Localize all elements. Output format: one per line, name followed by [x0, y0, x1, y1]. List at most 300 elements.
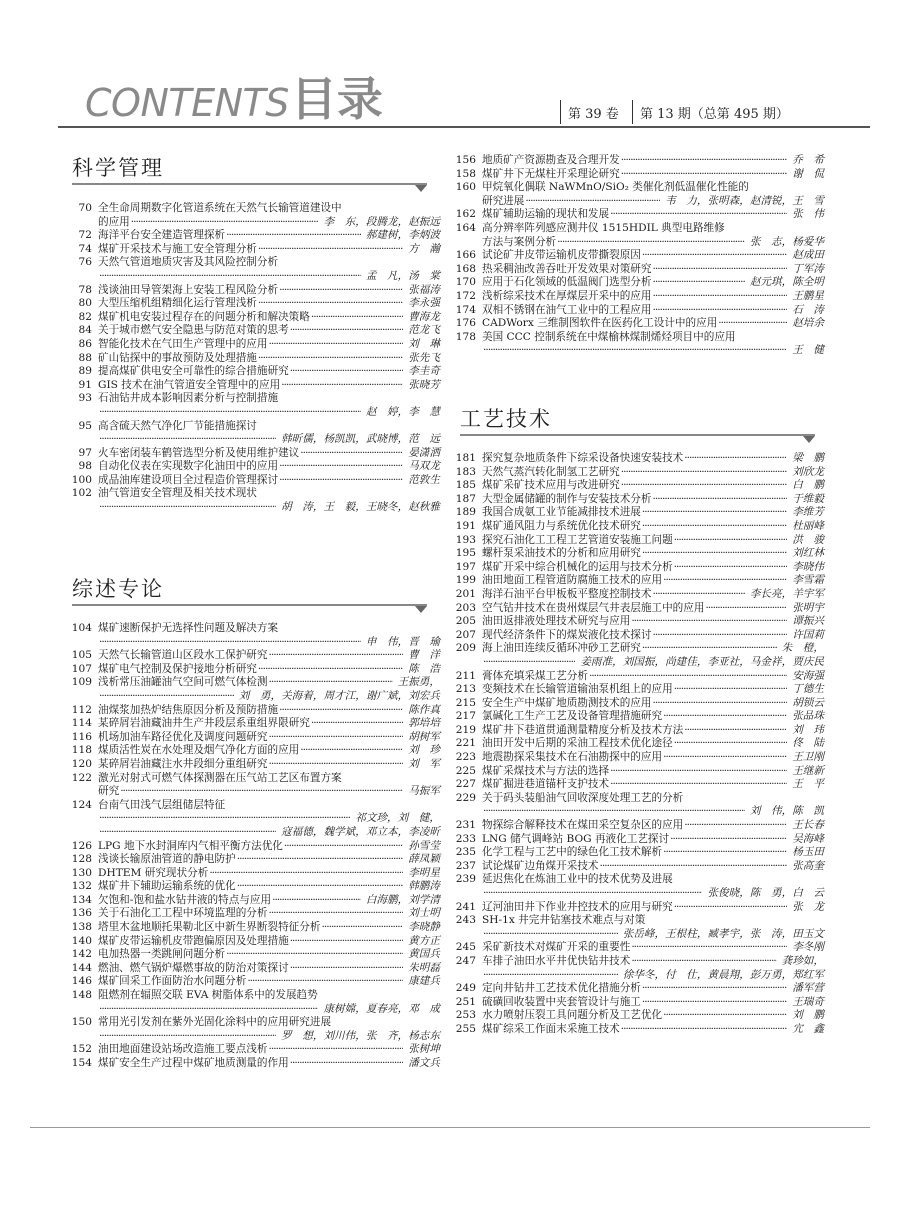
toc-page-number: 142: [71, 948, 92, 961]
toc-leader: [653, 304, 788, 318]
toc-author: 张树坤: [408, 1043, 440, 1056]
toc-entry[interactable]: [68, 202, 440, 229]
toc-page-number: 114: [71, 717, 92, 730]
toc-entry[interactable]: [68, 324, 440, 338]
toc-entry[interactable]: [68, 894, 440, 908]
toc-title: 延迟焦化在炼油工业中的技术优势及进展: [482, 873, 673, 886]
toc-title: 油田返排液处理技术研究与应用: [482, 615, 631, 628]
toc-entry[interactable]: [452, 737, 824, 751]
toc-title: 海上油田连续反循环冲砂工艺研究: [482, 642, 641, 655]
toc-title: 浅谈油田导管架海上安装工程风险分析: [98, 283, 279, 296]
toc-leader: [290, 962, 404, 976]
toc-entry[interactable]: [68, 799, 440, 826]
toc-entry[interactable]: [68, 880, 440, 894]
toc-title: LNG 储气调峰站 BOG 再液化工艺探讨: [482, 832, 670, 845]
toc-page-number: 199: [455, 574, 476, 587]
toc-entry[interactable]: [452, 290, 824, 304]
toc-leader: [483, 344, 787, 358]
toc-author: 刘 玮: [792, 723, 824, 736]
toc-page-number: 239: [455, 873, 476, 886]
section-title: 科学管理: [72, 156, 164, 180]
toc-entry[interactable]: [452, 331, 824, 358]
toc-leader: [279, 284, 403, 298]
toc-title: 天然气长输管道山区段水工保护研究: [98, 649, 268, 662]
toc-entry[interactable]: [68, 853, 440, 867]
toc-leader: [247, 975, 403, 989]
toc-page-number: 172: [455, 289, 476, 302]
toc-author: 范敦生: [408, 473, 440, 486]
toc-author: 谢 侃: [792, 167, 824, 180]
toc-leader: [674, 901, 788, 915]
toc-page-number: 255: [455, 1022, 476, 1035]
toc-leader: [663, 846, 787, 860]
toc-author: 梁 鹏: [792, 452, 824, 464]
toc-page-number: 176: [455, 317, 476, 330]
toc-entry[interactable]: [452, 222, 824, 249]
toc-entry[interactable]: [452, 629, 824, 643]
toc-entry[interactable]: [452, 547, 824, 561]
toc-entry[interactable]: [452, 656, 824, 670]
toc-page-number: 166: [455, 249, 476, 262]
toc-entry[interactable]: [68, 1016, 440, 1043]
toc-leader: [99, 433, 276, 447]
toc-page-number: 86: [78, 337, 92, 350]
toc-entry[interactable]: [68, 622, 440, 649]
toc-title: 化学工程与工艺中的绿色化工技术解析: [482, 846, 663, 859]
toc-title: 地震勘探采集技术在石油勘探中的应用: [482, 751, 663, 764]
toc-title: 煤矿通风阻力与系统优化技术研究: [482, 519, 641, 532]
toc-entry[interactable]: [452, 263, 824, 277]
toc-page-number: 162: [455, 208, 476, 221]
toc-title: 定向井钻井工艺技术优化措施分析: [482, 982, 641, 995]
toc-entry[interactable]: [68, 704, 440, 718]
toc-entry[interactable]: [452, 914, 824, 941]
toc-entry[interactable]: [452, 846, 824, 860]
toc-entry[interactable]: [452, 792, 824, 819]
toc-leader: [610, 765, 787, 779]
toc-page-number: 174: [455, 303, 476, 316]
toc-entry[interactable]: [452, 670, 824, 684]
toc-entry[interactable]: [452, 860, 824, 874]
toc-page-number: 189: [455, 506, 476, 519]
toc-entry[interactable]: [68, 649, 440, 663]
toc-entry[interactable]: [68, 907, 440, 921]
toc-entry[interactable]: [452, 1023, 824, 1037]
toc-entry[interactable]: [452, 534, 824, 548]
toc-entry[interactable]: [68, 365, 440, 379]
toc-title: 应用于石化领域的低温阀门选型分析: [482, 276, 652, 289]
toc-leader: [279, 460, 403, 474]
toc-author: 孙雪莹: [408, 839, 440, 852]
toc-leader: [258, 352, 403, 366]
toc-leader: [674, 561, 788, 575]
toc-title: 的应用: [98, 215, 130, 228]
section-title: 工艺技术: [460, 407, 552, 431]
toc-leader: [557, 236, 745, 250]
toc-author: 白 鹏: [792, 479, 824, 492]
toc-title: 螺杆泵采油技术的分析和应用研究: [482, 547, 641, 560]
toc-entry[interactable]: [68, 948, 440, 962]
toc-entry[interactable]: [68, 1043, 440, 1057]
toc-entry[interactable]: [452, 778, 824, 792]
toc-page-number: 126: [71, 839, 92, 852]
toc-author: 王继新: [792, 764, 824, 777]
toc-list-management: [68, 202, 440, 515]
toc-leader: [272, 894, 361, 908]
toc-title: 大型金属储罐的制作与安装技术分析: [482, 492, 652, 505]
toc-entry[interactable]: [452, 724, 824, 738]
toc-page-number: 156: [455, 154, 476, 166]
toc-entry[interactable]: [68, 731, 440, 745]
issue-label: 第 13 期（总第 495 期）: [640, 107, 789, 122]
toc-entry[interactable]: [68, 758, 440, 772]
toc-author: 康建兵: [408, 975, 440, 988]
toc-entry[interactable]: [452, 901, 824, 915]
toc-entry[interactable]: [68, 379, 440, 393]
toc-title: 提高煤矿供电安全可靠性的综合措施研究: [98, 365, 289, 378]
toc-author: 谭振兴: [792, 615, 824, 628]
section-arrow-icon: [415, 606, 427, 613]
toc-entry[interactable]: [452, 561, 824, 575]
toc-leader: [269, 758, 404, 772]
toc-entry[interactable]: [452, 466, 824, 480]
toc-title: 关于码头装船油气回收深度处理工艺的分析: [482, 791, 684, 804]
toc-author: 张 龙: [792, 900, 824, 913]
toc-author: 赵 婷，李 慧: [365, 405, 440, 418]
toc-page-number: 118: [71, 744, 92, 757]
toc-page-number: 97: [78, 446, 92, 459]
toc-entry[interactable]: [68, 772, 440, 799]
toc-title: 火车密闭装车鹤管选型分析及使用维护建议: [98, 446, 300, 459]
toc-entry[interactable]: [68, 460, 440, 474]
toc-entry[interactable]: [68, 229, 440, 243]
toc-page-number: 132: [71, 880, 92, 893]
toc-entry[interactable]: [452, 479, 824, 493]
toc-title: 煤矿安全生产过程中煤矿地质测量的作用: [98, 1057, 289, 1069]
toc-page-number: 102: [71, 487, 92, 500]
toc-page-number: 89: [78, 365, 92, 378]
toc-author: 宂 鑫: [792, 1022, 824, 1035]
toc-title: 双相不锈钢在油气工业中的工程应用: [482, 303, 652, 316]
toc-author: 张高奎: [792, 859, 824, 872]
toc-author: 张品珠: [792, 710, 824, 723]
toc-entry[interactable]: [68, 352, 440, 366]
toc-leader: [258, 243, 403, 257]
toc-author: 徐华冬，付 仕，黄晨翔，彭万勇，郑红军: [622, 968, 824, 981]
toc-author: 范龙飞: [408, 324, 440, 337]
toc-author: 李 东，段腾龙，赵振远: [323, 215, 440, 228]
toc-page-number: 130: [71, 866, 92, 879]
toc-author: 陈 浩: [408, 662, 440, 675]
toc-author: 韩鹏涛: [408, 880, 440, 893]
toc-title: 甲烷氧化偶联 NaWMnO/SiO₂ 类催化剂低温催化性能的: [482, 181, 749, 194]
toc-title: 煤矿采煤技术与方法的选择: [482, 764, 610, 777]
header-rule: [58, 126, 870, 128]
toc-leader: [99, 812, 350, 826]
toc-leader: [718, 317, 787, 331]
toc-leader: [99, 406, 361, 420]
toc-entry[interactable]: [68, 297, 440, 311]
toc-page-number: 231: [455, 819, 476, 832]
volume-label: 第 39 卷: [568, 107, 619, 122]
toc-entry[interactable]: [452, 493, 824, 507]
toc-page-number: 241: [455, 900, 476, 913]
toc-leader: [653, 263, 788, 277]
toc-entry[interactable]: [452, 683, 824, 697]
toc-entry[interactable]: [452, 615, 824, 629]
toc-title: 方法与案例分析: [482, 235, 557, 248]
toc-entry[interactable]: [452, 982, 824, 996]
toc-list-continued: [452, 154, 824, 358]
toc-title: 研究进展: [482, 194, 525, 207]
toc-leader: [269, 907, 404, 921]
toc-entry[interactable]: [452, 602, 824, 616]
toc-title: 浅析常压油罐油气空间可燃气体检测: [98, 676, 268, 689]
toc-entry[interactable]: [68, 447, 440, 461]
toc-entry[interactable]: [452, 452, 824, 466]
toc-entry[interactable]: [68, 975, 440, 989]
toc-leader: [258, 663, 403, 677]
toc-entry[interactable]: [452, 520, 824, 534]
toc-leader: [290, 324, 404, 338]
toc-entry[interactable]: [452, 249, 824, 263]
toc-author: 陈作真: [408, 703, 440, 716]
toc-author: 潘文兵: [408, 1057, 440, 1069]
toc-entry[interactable]: [452, 154, 824, 168]
toc-entry[interactable]: [452, 819, 824, 833]
toc-title: 某碎屑岩油藏油井生产井段层系重组界限研究: [98, 717, 310, 730]
toc-entry[interactable]: [68, 690, 440, 704]
toc-entry[interactable]: [452, 751, 824, 765]
toc-entry[interactable]: [68, 311, 440, 325]
toc-leader: [99, 270, 361, 284]
toc-author: 祁文珍，刘 健，: [355, 812, 440, 825]
toc-leader: [281, 379, 403, 393]
section-rule: [460, 434, 815, 436]
toc-leader: [600, 860, 788, 874]
toc-entry[interactable]: [452, 276, 824, 290]
toc-entry[interactable]: [68, 1057, 440, 1071]
toc-title: GIS 技术在油气管道安全管理中的应用: [98, 378, 281, 391]
toc-entry[interactable]: [68, 826, 440, 840]
toc-title: 常用光引发剂在紫外光固化涂料中的应用研究进展: [98, 1016, 332, 1029]
toc-entry[interactable]: [68, 840, 440, 854]
toc-leader: [290, 365, 404, 379]
toc-entry[interactable]: [452, 873, 824, 900]
toc-entry[interactable]: [68, 243, 440, 257]
toc-title: 台南气田浅气层组储层特征: [98, 798, 226, 811]
toc-leader: [589, 670, 787, 684]
toc-entry[interactable]: [68, 676, 440, 690]
toc-entry[interactable]: [68, 867, 440, 881]
toc-entry[interactable]: [452, 941, 824, 955]
toc-entry[interactable]: [452, 642, 824, 656]
toc-author: 张 志，杨爱华: [749, 235, 824, 248]
toc-author: 韦 力，张明森，赵清锐，王 雪: [665, 194, 824, 207]
toc-page-number: 223: [455, 751, 476, 764]
toc-title: 油气管道安全管理及相关技术现状: [98, 487, 257, 500]
toc-title: 激光对射式可燃气体探测器在压气站工艺区布置方案: [98, 771, 342, 784]
toc-page-number: 249: [455, 982, 476, 995]
toc-leader: [209, 867, 403, 881]
toc-entry[interactable]: [68, 284, 440, 298]
toc-author: 张晓芳: [408, 378, 440, 391]
toc-page-number: 80: [78, 297, 92, 310]
toc-author: 郝建树，李炳波: [365, 229, 440, 242]
toc-title: 氯碱化工生产工艺及设备管理措施研究: [482, 710, 663, 723]
section-rule: [72, 604, 427, 606]
toc-title: 现代经济条件下的煤炭液化技术探讨: [482, 628, 652, 641]
toc-author: 曹海龙: [408, 310, 440, 323]
toc-author: 李晓静: [408, 921, 440, 934]
toc-page-number: 181: [455, 452, 476, 464]
toc-entry[interactable]: [68, 962, 440, 976]
toc-entry[interactable]: [452, 168, 824, 182]
toc-entry[interactable]: [68, 935, 440, 949]
toc-author: 刘 鹏: [792, 1009, 824, 1022]
toc-page-number: 128: [71, 853, 92, 866]
toc-page-number: 191: [455, 519, 476, 532]
toc-title: 燃油、燃气锅炉爆燃事故的防治对策探讨: [98, 961, 289, 974]
toc-title: 辽河油田井下作业井控技术的应用与研究: [482, 900, 673, 913]
toc-title: 煤矿井下无煤柱开采理论研究: [482, 167, 620, 180]
toc-page-number: 70: [78, 202, 92, 214]
toc-author: 申 伟，晋 瑜: [365, 635, 440, 648]
toc-page-number: 91: [78, 378, 92, 391]
toc-page-number: 136: [71, 907, 92, 920]
toc-entry[interactable]: [68, 474, 440, 488]
toc-entry[interactable]: [68, 717, 440, 731]
logo-english: CONTENTS: [85, 81, 289, 125]
toc-leader: [269, 676, 393, 690]
toc-entry[interactable]: [68, 256, 440, 283]
toc-entry[interactable]: [452, 710, 824, 724]
toc-author: 胡 涛，王 毅，王晓冬，赵秋雅: [281, 501, 440, 514]
toc-entry[interactable]: [452, 765, 824, 779]
toc-entry[interactable]: [452, 208, 824, 222]
toc-title: 油田开发中后期的采油工程技术优化途径: [482, 737, 673, 750]
toc-entry[interactable]: [452, 833, 824, 847]
toc-entry[interactable]: [68, 921, 440, 935]
toc-title: 大型压缩机组精细化运行管理浅析: [98, 297, 257, 310]
toc-author: 李圭奇: [408, 365, 440, 378]
toc-author: 黄方正: [408, 934, 440, 947]
toc-entry[interactable]: [68, 989, 440, 1016]
toc-title: 煤矿掘进巷道锚杆支护技术: [482, 778, 610, 791]
toc-page-number: 100: [71, 473, 92, 486]
toc-page-number: 158: [455, 167, 476, 180]
toc-page-number: 185: [455, 479, 476, 492]
toc-page-number: 84: [78, 324, 92, 337]
toc-leader: [621, 1023, 788, 1037]
toc-entry[interactable]: [452, 996, 824, 1010]
toc-leader: [99, 636, 361, 650]
toc-entry[interactable]: [68, 338, 440, 352]
toc-leader: [674, 683, 788, 697]
toc-author: 寇福德，魏学斌，邓立本，李凌昕: [281, 825, 440, 838]
toc-leader: [642, 520, 787, 534]
section-heading-review: [72, 573, 164, 603]
section-arrow-icon: [415, 185, 427, 192]
toc-author: 乔 希: [792, 154, 824, 166]
toc-page-number: 235: [455, 846, 476, 859]
toc-entry[interactable]: [68, 663, 440, 677]
toc-page-number: 253: [455, 1009, 476, 1022]
toc-leader: [631, 615, 787, 629]
toc-entry[interactable]: [452, 506, 824, 520]
toc-page-number: 144: [71, 961, 92, 974]
toc-entry[interactable]: [68, 744, 440, 758]
toc-leader: [663, 574, 787, 588]
toc-author: 刘士明: [408, 907, 440, 920]
toc-page-number: 183: [455, 465, 476, 478]
toc-entry[interactable]: [452, 1009, 824, 1023]
toc-leader: [663, 751, 787, 765]
toc-leader: [653, 276, 745, 290]
logo-chinese: 目录: [290, 72, 383, 126]
toc-entry[interactable]: [452, 317, 824, 331]
toc-entry[interactable]: [452, 969, 824, 983]
toc-title: 煤质活性炭在水处理及烟气净化方面的应用: [98, 744, 300, 757]
toc-leader: [621, 466, 788, 480]
toc-leader: [269, 338, 404, 352]
toc-author: 李永强: [408, 297, 440, 310]
toc-author: 李长亮，羊宇军: [749, 587, 824, 600]
toc-entry[interactable]: [452, 304, 824, 318]
toc-author: 刘 伟，陈 凯: [749, 805, 824, 818]
toc-leader: [670, 833, 787, 847]
toc-leader: [621, 168, 788, 182]
toc-title: 煤矿皮带运输机皮带跑偏原因及处理措施: [98, 934, 289, 947]
toc-entry[interactable]: [452, 588, 824, 602]
toc-title: 车排子油田水平井优快钻井技术: [482, 954, 631, 967]
toc-page-number: 201: [455, 587, 476, 600]
toc-page-number: 116: [71, 730, 92, 743]
toc-author: 黄国兵: [408, 948, 440, 961]
toc-page-number: 207: [455, 628, 476, 641]
toc-author: 龚珍如，: [781, 954, 824, 967]
toc-page-number: 213: [455, 683, 476, 696]
toc-entry[interactable]: [452, 574, 824, 588]
toc-entry[interactable]: [452, 181, 824, 208]
toc-page-number: 154: [71, 1057, 92, 1069]
toc-page-number: 203: [455, 601, 476, 614]
footer-rule: [30, 1127, 870, 1128]
toc-author: 方 瀚: [408, 242, 440, 255]
toc-author: 王卫刚: [792, 751, 824, 764]
toc-title: 煤矿回采工作面防治水问题分析: [98, 975, 247, 988]
toc-title: 机场加油车路径优化及调度问题研究: [98, 730, 268, 743]
toc-entry[interactable]: [68, 420, 440, 447]
toc-leader: [237, 880, 404, 894]
toc-title: LPG 地下水封洞库内气相平衡方法优化: [98, 839, 283, 852]
toc-author: 李晓伟: [792, 560, 824, 573]
toc-entry[interactable]: [452, 697, 824, 711]
toc-title: 探究石油化工工程工艺管道安装施工问题: [482, 533, 673, 546]
toc-title: 油田地面建设站场改造施工要点浅析: [98, 1043, 268, 1056]
toc-page-number: 93: [78, 392, 92, 405]
toc-entry[interactable]: [68, 487, 440, 514]
toc-entry[interactable]: [452, 955, 824, 969]
toc-leader: [300, 744, 403, 758]
toc-page-number: 122: [71, 771, 92, 784]
toc-title: 关于石油化工工程中环境监理的分析: [98, 907, 268, 920]
toc-entry[interactable]: [68, 392, 440, 419]
toc-author: 吴海峰: [792, 832, 824, 845]
toc-author: 郭培培: [408, 717, 440, 730]
toc-title: 阻燃剂在辐照交联 EVA 树脂体系中的发展趋势: [98, 989, 318, 1002]
toc-leader: [610, 208, 787, 222]
